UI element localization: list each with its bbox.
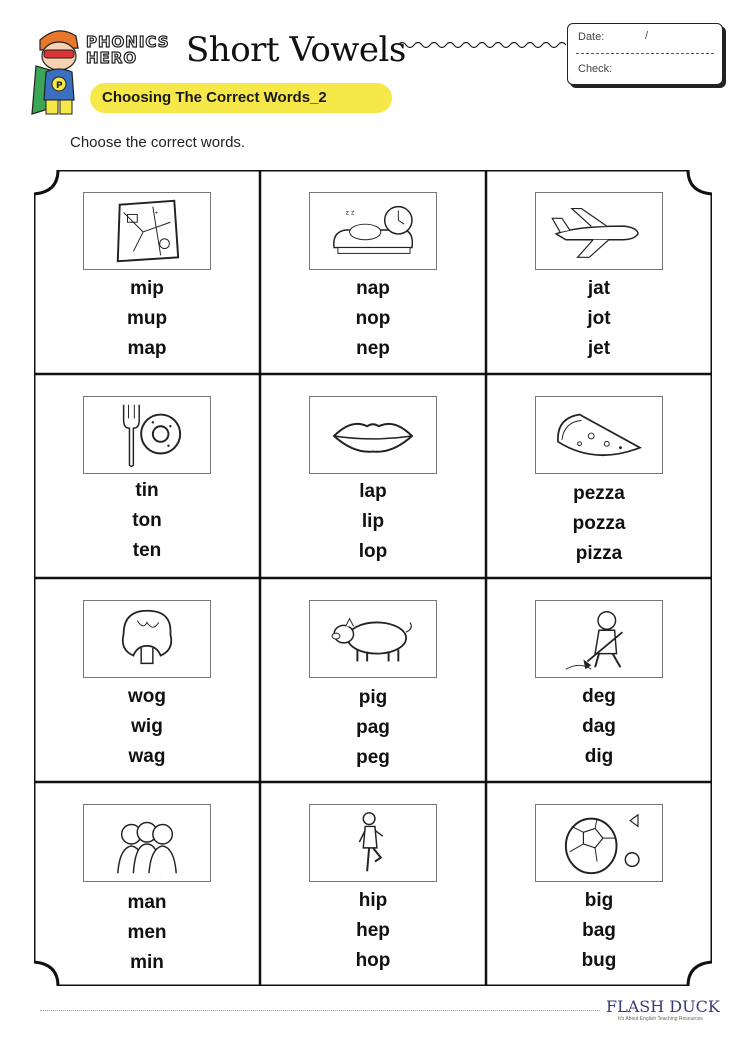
svg-text:z z: z z: [345, 209, 355, 217]
word-option[interactable]: pag: [356, 717, 390, 738]
word-option[interactable]: tin: [135, 480, 159, 501]
word-option[interactable]: map: [127, 338, 167, 359]
pig-icon: [310, 601, 436, 677]
word-option[interactable]: jot: [587, 308, 611, 329]
logo-text: FLASH DUCK: [606, 997, 720, 1016]
cell-3: [486, 170, 712, 374]
picture-frame: [83, 192, 211, 270]
word-options: [486, 479, 712, 569]
subtitle-text: Choosing The Correct Words_2: [102, 89, 327, 106]
wig-icon: [84, 601, 210, 677]
cell-7: [34, 578, 260, 782]
date-check-box: [567, 23, 723, 85]
footer-divider: [40, 1010, 600, 1011]
big-ball-icon: [536, 805, 662, 881]
svg-text:P: P: [56, 81, 63, 91]
subtitle-banner: [90, 83, 392, 113]
word-options: [260, 683, 486, 773]
word-option[interactable]: deg: [582, 686, 616, 707]
word-option[interactable]: peg: [356, 747, 390, 768]
word-option[interactable]: min: [130, 952, 164, 973]
word-option[interactable]: pig: [358, 687, 388, 708]
fork-donut-icon: [84, 397, 210, 473]
worksheet-grid: [34, 170, 712, 986]
date-label: Date:: [578, 31, 605, 43]
word-option[interactable]: jet: [587, 338, 611, 359]
nap-icon: [310, 193, 436, 269]
map-icon: [84, 193, 210, 269]
hopping-girl-icon: [310, 805, 436, 881]
picture-frame: [83, 600, 211, 678]
word-option[interactable]: lop: [358, 541, 388, 562]
word-options: [260, 886, 486, 976]
word-option[interactable]: ton: [132, 510, 162, 531]
picture-frame: [309, 600, 437, 678]
word-option[interactable]: nep: [356, 338, 390, 359]
cell-12: [486, 782, 712, 986]
pizza-icon: [536, 397, 662, 473]
word-option[interactable]: nop: [355, 308, 391, 329]
date-slash: /: [645, 30, 649, 42]
meta-divider: [576, 53, 714, 54]
brand-line-2: HERO: [86, 49, 138, 67]
picture-frame: [535, 396, 663, 474]
word-options: [34, 476, 260, 566]
word-option[interactable]: hep: [356, 920, 390, 941]
word-options: [34, 888, 260, 978]
picture-frame: [83, 396, 211, 474]
word-option[interactable]: man: [127, 892, 167, 913]
word-option[interactable]: wag: [128, 746, 166, 767]
picture-frame: [309, 396, 437, 474]
word-option[interactable]: pozza: [572, 513, 626, 534]
word-options: [486, 886, 712, 976]
word-option[interactable]: men: [127, 922, 167, 943]
word-option[interactable]: mip: [130, 278, 164, 299]
digging-boy-icon: [536, 601, 662, 677]
word-option[interactable]: hip: [358, 890, 388, 911]
brand-line-1: PHONICS: [86, 33, 170, 51]
logo-subtitle: It's About English Teaching Resources: [618, 1016, 703, 1022]
word-option[interactable]: wog: [128, 686, 166, 707]
brand-logo: [86, 32, 182, 72]
word-options: [260, 274, 486, 364]
picture-frame: [535, 600, 663, 678]
wave-divider-icon: [398, 38, 566, 52]
jet-icon: [536, 193, 662, 269]
word-option[interactable]: bug: [581, 950, 617, 971]
word-options: [260, 477, 486, 567]
svg-text:+: +: [154, 210, 159, 217]
word-option[interactable]: ten: [132, 540, 162, 561]
word-option[interactable]: mup: [126, 308, 168, 329]
word-option[interactable]: lip: [361, 511, 385, 532]
cell-4: [34, 374, 260, 578]
cell-5: [260, 374, 486, 578]
cell-10: [34, 782, 260, 986]
word-option[interactable]: big: [584, 890, 614, 911]
word-option[interactable]: pezza: [573, 483, 625, 504]
picture-frame: [309, 192, 437, 270]
instruction-text: Choose the correct words.: [70, 134, 246, 151]
picture-frame: [535, 192, 663, 270]
word-option[interactable]: dag: [582, 716, 616, 737]
cell-11: [260, 782, 486, 986]
cell-2: [260, 170, 486, 374]
picture-frame: [309, 804, 437, 882]
word-option[interactable]: dig: [584, 746, 614, 767]
page-title: Short Vowels: [186, 30, 406, 70]
cell-6: [486, 374, 712, 578]
picture-frame: [83, 804, 211, 882]
word-option[interactable]: jat: [587, 278, 611, 299]
word-option[interactable]: nap: [356, 278, 390, 299]
check-label: Check:: [578, 63, 613, 75]
flash-duck-logo: [606, 998, 726, 1026]
word-option[interactable]: bag: [582, 920, 616, 941]
word-option[interactable]: hop: [355, 950, 391, 971]
word-options: [486, 682, 712, 772]
lips-icon: [310, 397, 436, 473]
word-options: [486, 274, 712, 364]
word-option[interactable]: pizza: [575, 543, 623, 564]
word-option[interactable]: lap: [359, 481, 387, 502]
word-option[interactable]: wig: [131, 716, 163, 737]
cell-8: [260, 578, 486, 782]
word-options: [34, 682, 260, 772]
picture-frame: [535, 804, 663, 882]
men-icon: [84, 805, 210, 881]
cell-9: [486, 578, 712, 782]
word-options: [34, 274, 260, 364]
cell-1: [34, 170, 260, 374]
phonics-hero-mascot-icon: [28, 26, 90, 118]
